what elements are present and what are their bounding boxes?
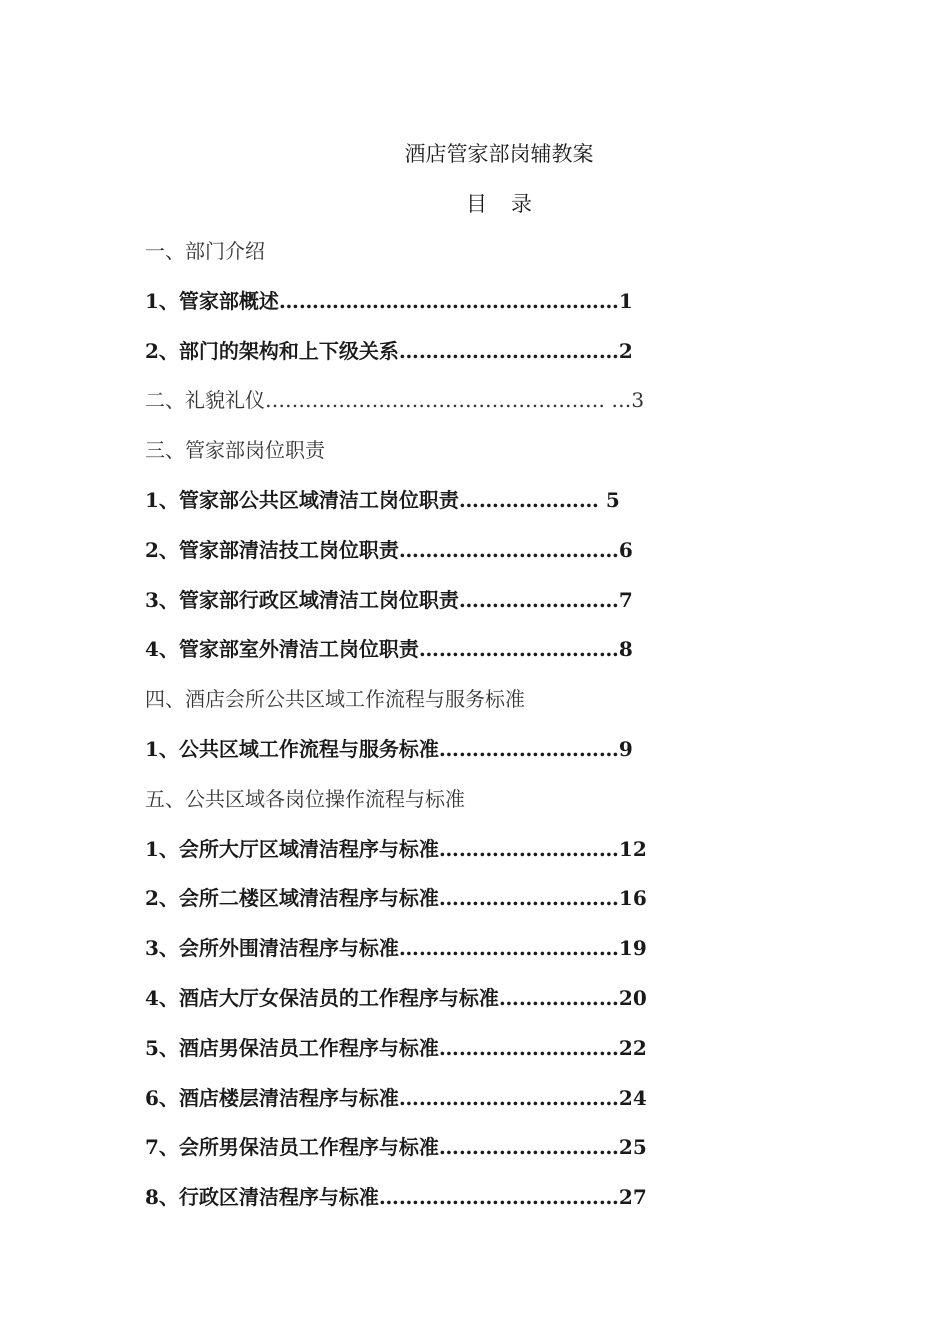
toc-entry: 1、公共区域工作流程与服务标准………………………9 xyxy=(145,736,633,761)
toc-entry: 4、管家部室外清洁工岗位职责…………………………8 xyxy=(145,637,633,662)
toc-entry: 2、会所二楼区域清洁程序与标准………………………16 xyxy=(145,886,647,911)
toc-entry: 1、管家部公共区域清洁工岗位职责………………… 5 xyxy=(145,487,620,512)
toc-section: 四、酒店会所公共区域工作流程与服务标准 xyxy=(145,687,525,712)
toc-entry: 6、酒店楼层清洁程序与标准……………………………24 xyxy=(145,1085,647,1110)
table-of-contents xyxy=(145,236,705,1232)
toc-heading-char: 目 xyxy=(466,192,487,216)
toc-entry: 4、酒店大厅女保洁员的工作程序与标准………………20 xyxy=(145,985,647,1010)
toc-entry: 2、部门的架构和上下级关系……………………………2 xyxy=(145,338,633,363)
toc-entry: 1、管家部概述……………………………………………1 xyxy=(145,288,633,313)
toc-entry: 8、行政区清洁程序与标准………………………………27 xyxy=(145,1185,647,1210)
toc-entry: 2、管家部清洁技工岗位职责……………………………6 xyxy=(145,537,633,562)
toc-entry: 3、会所外围清洁程序与标准……………………………19 xyxy=(145,936,647,961)
toc-entry: 1、会所大厅区域清洁程序与标准………………………12 xyxy=(145,836,647,861)
toc-section: 一、部门介绍 xyxy=(145,239,265,263)
toc-section: 五、公共区域各岗位操作流程与标准 xyxy=(145,786,465,811)
toc-heading-char: 录 xyxy=(511,192,532,216)
toc-heading xyxy=(24,188,950,218)
toc-entry: 5、酒店男保洁员工作程序与标准………………………22 xyxy=(145,1035,647,1060)
toc-entry: 3、管家部行政区域清洁工岗位职责……………………7 xyxy=(145,587,633,612)
toc-section: 三、管家部岗位职责 xyxy=(145,438,325,463)
toc-entry: 7、会所男保洁员工作程序与标准………………………25 xyxy=(145,1135,647,1160)
document-title: 酒店管家部岗辅教案 xyxy=(404,142,594,166)
toc-section: 二、礼貌礼仪…………………………………………… …3 xyxy=(145,388,645,413)
